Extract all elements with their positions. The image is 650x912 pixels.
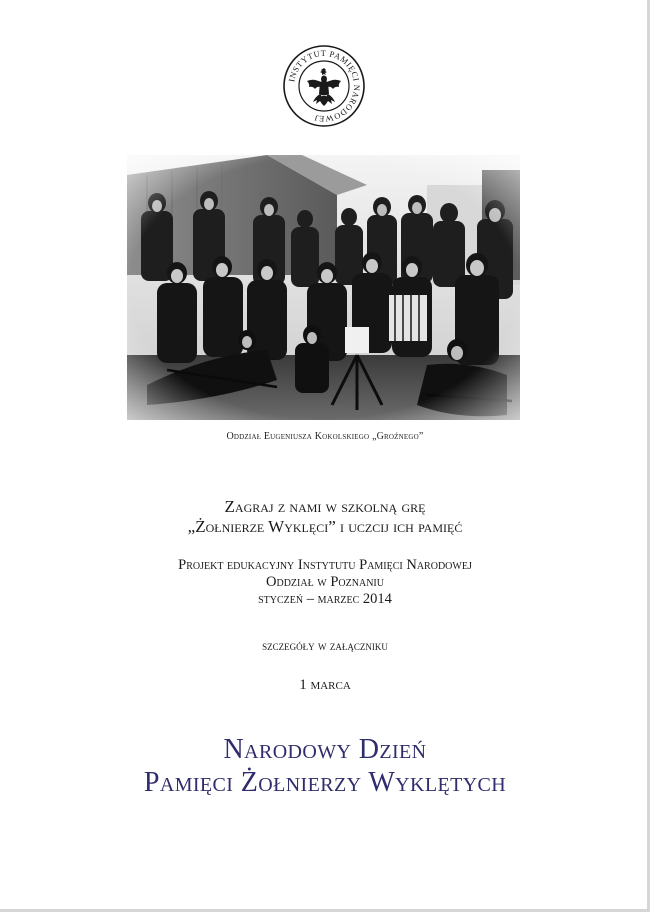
ipn-emblem	[282, 44, 366, 128]
project-info	[0, 557, 650, 608]
headline-line-1: Narodowy Dzień	[223, 734, 427, 765]
project-line-2: Oddział w Poznaniu	[266, 574, 384, 590]
headline	[0, 733, 650, 799]
invitation-line-2: „Żołnierze Wyklęci” i uczcij ich pamięć	[187, 517, 463, 536]
headline-line-2: Pamięci Żołnierzy Wyklętych	[143, 767, 507, 798]
photo-caption: Oddział Eugeniusza Kokolskiego „Groźnego”	[226, 431, 424, 442]
historical-group-photo	[127, 155, 520, 420]
details-note: szczegóły w załączniku	[262, 638, 388, 653]
eagle-icon	[307, 68, 341, 106]
eagle-emblem-icon	[282, 44, 366, 128]
project-line-1: Projekt edukacyjny Instytutu Pamięci Narodowej	[178, 557, 472, 573]
invitation-text	[0, 497, 650, 537]
project-line-3: styczeń – marzec 2014	[258, 591, 392, 607]
invitation-line-1: Zagraj z nami w szkolną grę	[224, 497, 426, 516]
event-date: 1 marca	[299, 677, 351, 693]
emblem-ring-text: INSTYTUT PAMIĘCI NARODOWEJ	[287, 48, 362, 124]
